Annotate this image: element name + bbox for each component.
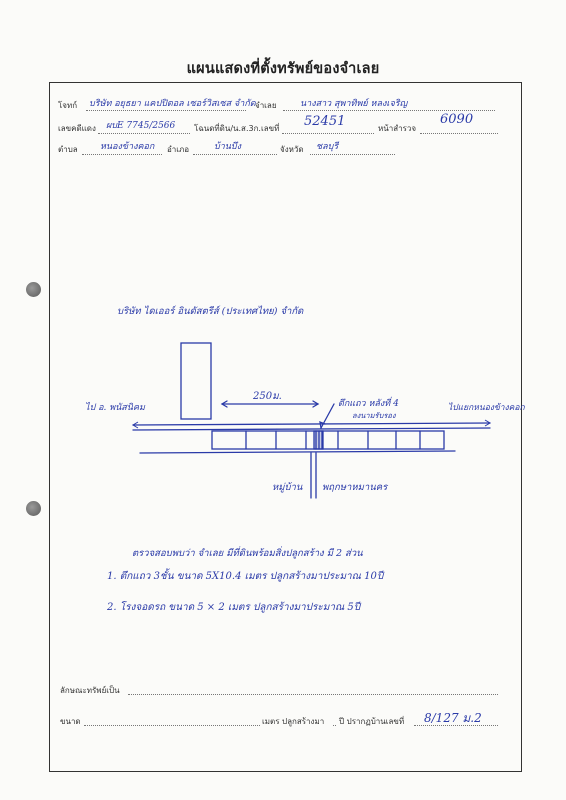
house-no-label: ปี ปรากฏบ้านเลขที่ <box>339 717 405 726</box>
notes-item-2: 2. โรงจอดรถ ขนาด 5 × 2 เมตร ปลูกสร้างมาประมาณ 5ปี <box>107 602 361 613</box>
case-no-label: เลขคดีแดง <box>58 124 96 133</box>
defendant-label: จำเลย <box>255 101 277 110</box>
distance-label: 250ม. <box>253 391 282 402</box>
road-line <box>140 451 455 453</box>
road-line <box>133 423 490 425</box>
target-label-1: ตึกแถว หลังที่ 4 <box>338 399 399 409</box>
deed-value: 52451 <box>304 114 346 129</box>
village-name: พฤกษาหมานคร <box>322 482 388 493</box>
district-value: บ้านบึง <box>214 142 242 152</box>
built-label: เมตร ปลูกสร้างมา <box>262 717 325 726</box>
notes-intro: ตรวจสอบพบว่า จำเลย มีที่ดินพร้อมสิ่งปลูกสร้าง มี 2 ส่วน <box>132 548 363 559</box>
deed-label: โฉนดที่ดิน/น.ส.3ก.เลขที่ <box>194 124 280 133</box>
size-label: ขนาด <box>60 717 81 726</box>
survey-label: หน้าสำรวจ <box>378 124 417 133</box>
right-road-label: ไปแยกหนองข้างคอก <box>448 403 525 413</box>
dotted-line <box>333 725 336 726</box>
province-value: ชลบุรี <box>316 142 339 152</box>
property-type-label: ลักษณะทรัพย์เป็น <box>60 686 120 695</box>
defendant-value: นางสาว สุพาทิพย์ หลงเจริญ <box>300 99 408 109</box>
plaintiff-label: โจทก์ <box>58 101 78 110</box>
dotted-line <box>84 725 260 726</box>
shophouse-row <box>212 431 444 449</box>
case-no-value: ผบE 7745/2566 <box>106 121 176 131</box>
subdistrict-label: ตำบล <box>58 145 78 154</box>
company-building <box>181 343 211 419</box>
left-road-label: ไป อ. พนัสนิคม <box>85 403 145 413</box>
survey-value: 6090 <box>440 112 474 127</box>
district-label: อำเภอ <box>167 145 190 154</box>
target-label-2: ลงนามรับรอง <box>352 411 396 420</box>
house-no-value: 8/127 ม.2 <box>424 711 482 725</box>
notes-item-1: 1. ตึกแถว 3ชั้น ขนาด 5X10.4 เมตร ปลูกสร้างมาประมาณ 10ปี <box>107 571 384 582</box>
subdistrict-value: หนองข้างคอก <box>100 142 155 152</box>
dotted-line <box>128 694 498 695</box>
village-label: หมู่บ้าน <box>272 482 303 493</box>
plaintiff-value: บริษัท อยุธยา แคปปิตอล เซอร์วิสเซส จำกัด <box>89 99 256 109</box>
province-label: จังหวัด <box>280 145 304 154</box>
document-title: แผนแสดงที่ตั้งทรัพย์ของจำเลย <box>186 61 380 77</box>
company-label: บริษัท ไดเออร์ อินดัสตรีส์ (ประเทศไทย) จำกัด <box>117 306 304 317</box>
road-line <box>133 428 490 430</box>
